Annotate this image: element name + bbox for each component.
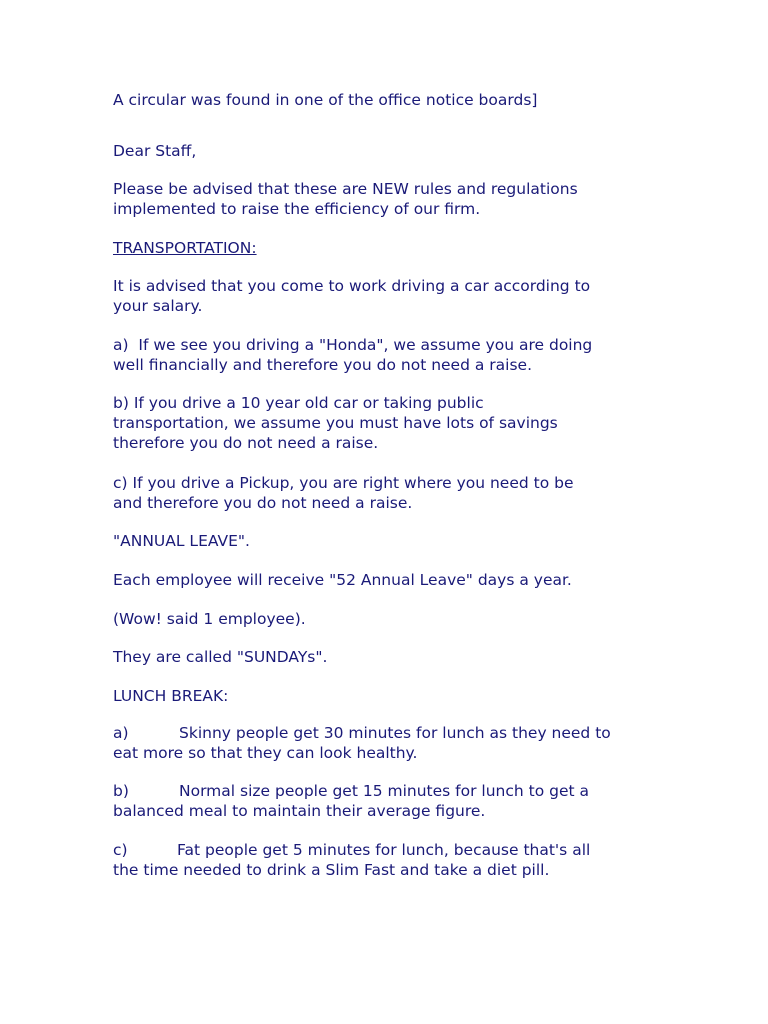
transport-item-c xyxy=(113,473,574,513)
transport-item-a xyxy=(113,335,592,375)
lunch-c-label: c) xyxy=(113,841,128,859)
annual-leave-line-2: (Wow! said 1 employee). xyxy=(113,610,306,628)
lunch-a-text-1: Skinny people get 30 minutes for lunch as they need to xyxy=(179,724,611,742)
transport-b-line-1: b) If you drive a 10 year old car or taking public xyxy=(113,394,484,412)
transport-b-line-3: therefore you do not need a raise. xyxy=(113,434,379,452)
lunch-b-label: b) xyxy=(113,782,129,800)
lunch-a-line-1 xyxy=(113,723,611,743)
lunch-c-line-2: the time needed to drink a Slim Fast and take a diet pill. xyxy=(113,861,550,879)
advisory-paragraph xyxy=(113,179,578,219)
greeting: Dear Staff, xyxy=(113,142,197,160)
transport-a-line-1: a) If we see you driving a "Honda", we assume you are doing xyxy=(113,336,593,354)
transport-item-b xyxy=(113,393,558,453)
transport-intro-paragraph xyxy=(113,276,590,316)
transport-b-line-2: transportation, we assume you must have lots of savings xyxy=(113,414,558,432)
transport-c-line-2: and therefore you do not need a raise. xyxy=(113,494,413,512)
lunch-item-a xyxy=(113,723,611,763)
intro-line: A circular was found in one of the office notice boards] xyxy=(113,91,538,109)
transport-a-line-2: well financially and therefore you do not need a raise. xyxy=(113,356,532,374)
lunch-c-line-1 xyxy=(113,840,590,860)
transport-intro-line-1: It is advised that you come to work driving a car according to xyxy=(113,277,591,295)
lunch-a-line-2: eat more so that they can look healthy. xyxy=(113,744,418,762)
annual-leave-line-1: Each employee will receive "52 Annual Leave" days a year. xyxy=(113,571,572,589)
advisory-line-1: Please be advised that these are NEW rules and regulations xyxy=(113,180,578,198)
lunch-a-label: a) xyxy=(113,724,129,742)
annual-leave-heading: "ANNUAL LEAVE". xyxy=(113,532,250,550)
transport-intro-line-2: your salary. xyxy=(113,297,203,315)
lunch-break-heading: LUNCH BREAK: xyxy=(113,687,229,705)
transport-c-line-1: c) If you drive a Pickup, you are right where you need to be xyxy=(113,474,574,492)
lunch-item-b xyxy=(113,781,589,821)
lunch-b-text-1: Normal size people get 15 minutes for lunch to get a xyxy=(179,782,589,800)
lunch-c-text-1: Fat people get 5 minutes for lunch, because that's all xyxy=(177,841,591,859)
annual-leave-line-3: They are called "SUNDAYs". xyxy=(113,648,328,666)
lunch-b-line-1 xyxy=(113,781,589,801)
lunch-item-c xyxy=(113,840,590,880)
advisory-line-2: implemented to raise the efficiency of our firm. xyxy=(113,200,481,218)
lunch-b-line-2: balanced meal to maintain their average figure. xyxy=(113,802,486,820)
transportation-heading: TRANSPORTATION: xyxy=(113,239,257,257)
